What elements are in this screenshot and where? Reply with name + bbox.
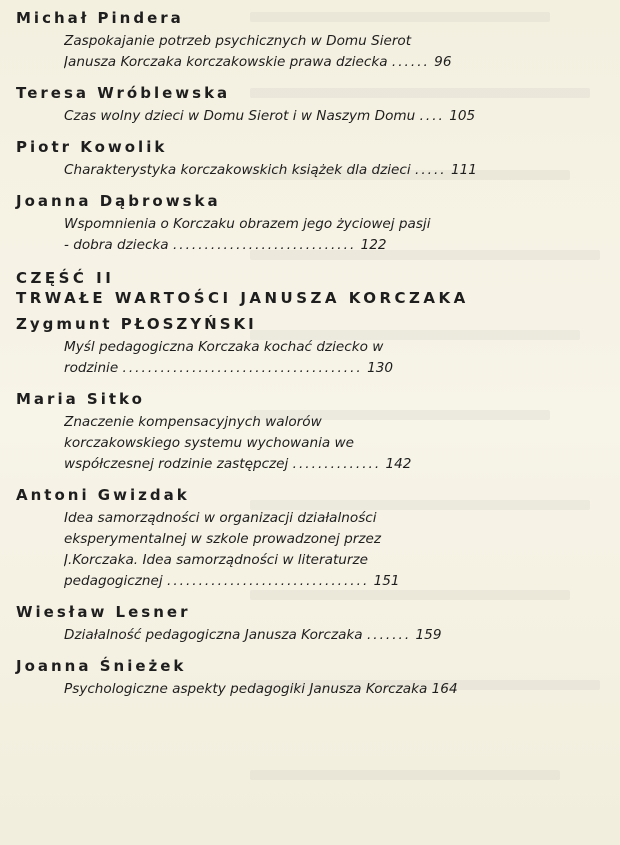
title-line-last: [64, 106, 606, 127]
table-of-contents: [16, 6, 612, 700]
toc-entry: [16, 189, 612, 256]
title-line: J.Korczaka. Idea samorządności w literaturze: [64, 552, 368, 568]
leader-dots: .............................: [172, 237, 357, 253]
page-number: 122: [360, 237, 387, 253]
author-name: Joanna Śnieżek: [16, 657, 187, 675]
title-line: Wspomnienia o Korczaku obrazem jego życiowej pasji: [64, 216, 431, 232]
title-text: rodzinie: [64, 360, 119, 376]
title-text: Działalność pedagogiczna Janusza Korczaka: [64, 627, 363, 643]
title-line-last: [64, 358, 606, 379]
toc-entry: [16, 135, 612, 181]
part-heading: [16, 268, 612, 308]
leader-dots: .......: [366, 627, 412, 643]
title-line: eksperymentalnej w szkole prowadzonej przez: [64, 531, 381, 547]
title-line-last: [64, 679, 606, 700]
toc-entry: [16, 81, 612, 127]
author-name: Joanna Dąbrowska: [16, 192, 221, 210]
toc-entry: [16, 6, 612, 73]
title-line-last: [64, 454, 606, 475]
page-number: 111: [450, 162, 477, 178]
leader-dots: .....: [415, 162, 447, 178]
title-line-last: [64, 52, 606, 73]
title-text: Charakterystyka korczakowskich książek dla dzieci: [64, 162, 411, 178]
leader-dots: ....: [419, 108, 445, 124]
entry-title: [64, 508, 606, 592]
title-line-last: [64, 160, 606, 181]
title-line-last: [64, 235, 606, 256]
title-text: Janusza Korczaka korczakowskie prawa dziecka: [64, 54, 388, 70]
title-text: współczesnej rodzinie zastępczej: [64, 456, 289, 472]
title-text: pedagogicznej: [64, 573, 163, 589]
author-name: Wiesław Lesner: [16, 603, 191, 621]
toc-entry: [16, 387, 612, 475]
title-line-last: [64, 571, 606, 592]
title-line: Zaspokajanie potrzeb psychicznych w Domu Sierot: [64, 33, 412, 49]
title-text: Psychologiczne aspekty pedagogiki Janusza Korczaka: [64, 681, 428, 697]
entry-title: [64, 625, 606, 646]
page-number: 130: [367, 360, 394, 376]
page-number: 151: [373, 573, 400, 589]
title-line: Znaczenie kompensacyjnych walorów: [64, 414, 322, 430]
page-number: 142: [385, 456, 412, 472]
toc-entry: [16, 483, 612, 592]
title-text: - dobra dziecka: [64, 237, 169, 253]
entry-title: [64, 412, 606, 475]
toc-entry: [16, 312, 612, 379]
leader-dots: ......: [391, 54, 430, 70]
part-number: CZĘŚĆ II: [16, 269, 115, 287]
entry-title: [64, 160, 606, 181]
title-line-last: [64, 625, 606, 646]
title-line: Idea samorządności w organizacji działalności: [64, 510, 377, 526]
title-line: korczakowskiego systemu wychowania we: [64, 435, 355, 451]
title-text: Czas wolny dzieci w Domu Sierot i w Naszym Domu: [64, 108, 416, 124]
page-number: 159: [415, 627, 442, 643]
toc-entry: [16, 600, 612, 646]
entry-title: [64, 337, 606, 379]
part-title: TRWAŁE WARTOŚCI JANUSZA KORCZAKA: [16, 289, 469, 307]
entry-title: [64, 679, 606, 700]
author-name: Zygmunt PŁOSZYŃSKI: [16, 315, 257, 333]
toc-entry: [16, 654, 612, 700]
leader-dots: ................................: [167, 573, 370, 589]
entry-title: [64, 31, 606, 73]
entry-title: [64, 106, 606, 127]
author-name: Teresa Wróblewska: [16, 84, 231, 102]
entry-title: [64, 214, 606, 256]
author-name: Maria Sitko: [16, 390, 145, 408]
title-line: Myśl pedagogiczna Korczaka kochać dziecko w: [64, 339, 384, 355]
author-name: Antoni Gwizdak: [16, 486, 190, 504]
leader-dots: ......................................: [122, 360, 363, 376]
page-number: 105: [449, 108, 476, 124]
page-number: 96: [434, 54, 452, 70]
author-name: Piotr Kowolik: [16, 138, 168, 156]
leader-dots: ..............: [292, 456, 382, 472]
author-name: Michał Pindera: [16, 9, 184, 27]
page-number: 164: [431, 681, 458, 697]
